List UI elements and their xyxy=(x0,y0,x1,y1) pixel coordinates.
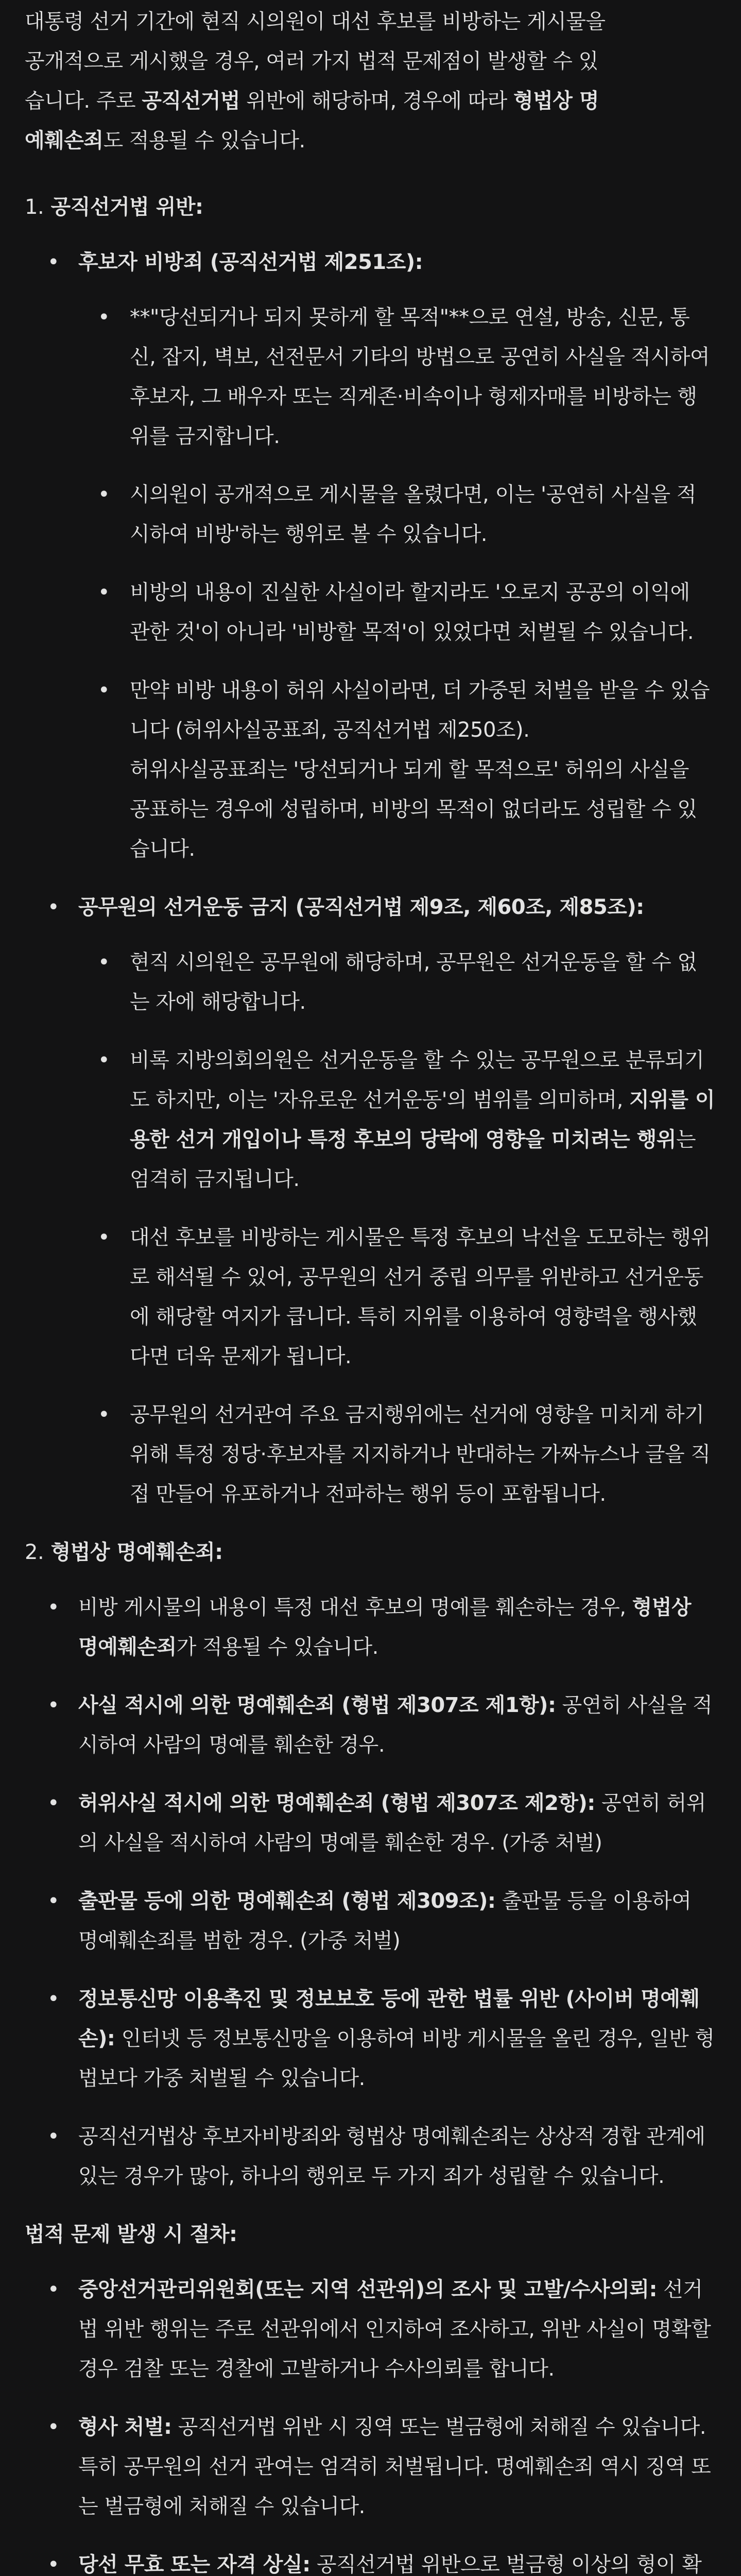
bullet-icon: • xyxy=(98,581,110,604)
sub-list xyxy=(78,943,715,1514)
list-item: • 공직선거법상 후보자비방죄와 형법상 명예훼손죄는 상상적 경합 관계에 있는 경우가 많아, 하나의 행위로 두 가지 죄가 성립할 수 있습니다. xyxy=(25,2117,715,2196)
bullet-icon: • xyxy=(98,483,110,506)
sub-list xyxy=(78,298,715,869)
list-item-official-campaign-ban xyxy=(25,888,715,1514)
bullet-icon: • xyxy=(47,2125,60,2148)
list-item: • 사실 적시에 의한 명예훼손죄 (형법 제307조 제1항): 공연히 사실을 적시하여 사람의 명예를 훼손한 경우. xyxy=(25,1686,715,1765)
sub-list-item: • 비방의 내용이 진실한 사실이라 할지라도 '오로지 공공의 이익에 관한 것'이 아니라 '비방할 목적'이 있었다면 처벌될 수 있습니다. xyxy=(78,573,715,652)
sub-list-item: • 시의원이 공개적으로 게시물을 올렸다면, 이는 '공연히 사실을 적시하여 비방'하는 행위로 볼 수 있습니다. xyxy=(78,475,715,554)
bullet-icon: • xyxy=(47,895,60,919)
bullet-icon: • xyxy=(47,1791,60,1815)
sub-list-item: • 만약 비방 내용이 허위 사실이라면, 더 가중된 처벌을 받을 수 있습니다 (허위사실공표죄, 공직선거법 제250조). 허위사실공표죄는 '당선되거나 되게 할 목적으로' 허위의 사실을 공표하는 경우에 성립하며, 비방의 목적이 없더라도 성립할 수 있습니다. xyxy=(78,671,715,869)
intro-paragraph: 대통령 선거 기간에 현직 시의원이 대선 후보를 비방하는 게시물을 공개적으로 게시했을 경우, 여러 가지 법적 문제점이 발생할 수 있습니다. 주로 공직선거법 위반에 해당하며, 경우에 따라 형법상 명예훼손죄도 적용될 수 있습니다. xyxy=(25,10,606,152)
bullet-icon: • xyxy=(47,2553,60,2576)
intro-bold-defamation: 형법상 명예훼손죄 xyxy=(25,89,599,152)
sub-list-item: • 현직 시의원은 공무원에 해당하며, 공무원은 선거운동을 할 수 없는 자에 해당합니다. xyxy=(78,943,715,1022)
list-item: • 중앙선거관리위원회(또는 지역 선관위)의 조사 및 고발/수사의뢰: 선거법 위반 행위는 주로 선관위에서 인지하여 조사하고, 위반 사실이 명확할 경우 검찰 또는 경찰에 고발하거나 수사의뢰를 합니다. xyxy=(25,2270,715,2389)
sub-list-item: • **"당선되거나 되지 못하게 할 목적"**으로 연설, 방송, 신문, 통신, 잡지, 벽보, 선전문서 기타의 방법으로 공연히 사실을 적시하여 후보자, 그 배우자 또는 직계존·비속이나 형제자매를 비방하는 행위를 금지합니다. xyxy=(78,298,715,456)
list-item-candidate-defamation xyxy=(25,243,715,869)
list-item: • 출판물 등에 의한 명예훼손죄 (형법 제309조): 출판물 등을 이용하여 명예훼손죄를 범한 경우. (가중 처벌) xyxy=(25,1882,715,1961)
bullet-icon: • xyxy=(98,306,110,329)
bullet-icon: • xyxy=(47,2278,60,2301)
section-1-list xyxy=(25,243,715,1514)
bullet-icon: • xyxy=(47,1693,60,1717)
item-title: 후보자 비방죄 (공직선거법 제251조): xyxy=(78,250,423,274)
list-item: • 당선 무효 또는 자격 상실: 공직선거법 위반으로 벌금형 이상의 형이 확 xyxy=(25,2545,715,2576)
list-item: • 형사 처벌: 공직선거법 위반 시 징역 또는 벌금형에 처해질 수 있습니다. 특히 공무원의 선거 관여는 엄격히 처벌됩니다. 명예훼손죄 역시 징역 또는 벌금형에 처해질 수 있습니다. xyxy=(25,2408,715,2527)
intro-bold-election-law: 공직선거법 xyxy=(142,89,240,113)
bullet-icon: • xyxy=(47,2415,60,2439)
list-item: • 허위사실 적시에 의한 명예훼손죄 (형법 제307조 제2항): 공연히 허위의 사실을 적시하여 사람의 명예를 훼손한 경우. (가중 처벌) xyxy=(25,1784,715,1863)
response-document xyxy=(25,2,715,2576)
list-item: • 비방 게시물의 내용이 특정 대선 후보의 명예를 훼손하는 경우, 형법상 명예훼손죄가 적용될 수 있습니다. xyxy=(25,1588,715,1667)
bullet-icon: • xyxy=(47,250,60,274)
bullet-icon: • xyxy=(98,1226,110,1249)
section-3-list xyxy=(25,2270,715,2576)
section-2-list xyxy=(25,1588,715,2196)
sub-list-item: • 비록 지방의회의원은 선거운동을 할 수 있는 공무원으로 분류되기도 하지만, 이는 '자유로운 선거운동'의 범위를 의미하며, 지위를 이용한 선거 개입이나 특정 후보의 당락에 영향을 미치려는 행위는 엄격히 금지됩니다. xyxy=(78,1041,715,1199)
sub-list-item: • 공무원의 선거관여 주요 금지행위에는 선거에 영향을 미치게 하기 위해 특정 정당·후보자를 지지하거나 반대하는 가짜뉴스나 글을 직접 만들어 유포하거나 전파하는 행위 등이 포함됩니다. xyxy=(78,1395,715,1514)
section-1-heading: 1. 공직선거법 위반: xyxy=(25,195,203,219)
bullet-icon: • xyxy=(47,1596,60,1619)
list-item: • 정보통신망 이용촉진 및 정보보호 등에 관한 법률 위반 (사이버 명예훼손): 인터넷 등 정보통신망을 이용하여 비방 게시물을 올린 경우, 일반 형법보다 가중 처벌될 수 있습니다. xyxy=(25,1979,715,2098)
bullet-icon: • xyxy=(98,1048,110,1072)
section-3-heading: 법적 문제 발생 시 절차: xyxy=(25,2223,237,2246)
bullet-icon: • xyxy=(47,1889,60,1913)
section-defamation xyxy=(25,1533,715,2196)
section-election-law xyxy=(25,188,715,1514)
section-2-heading: 2. 형법상 명예훼손죄: xyxy=(25,1540,223,1564)
bullet-icon: • xyxy=(98,951,110,974)
bullet-icon: • xyxy=(47,1987,60,2011)
section-procedure xyxy=(25,2215,715,2576)
bullet-icon: • xyxy=(98,1403,110,1427)
sub-list-item: • 대선 후보를 비방하는 게시물은 특정 후보의 낙선을 도모하는 행위로 해석될 수 있어, 공무원의 선거 중립 의무를 위반하고 선거운동에 해당할 여지가 큽니다. 특히 지위를 이용하여 영향력을 행사했다면 더욱 문제가 됩니다. xyxy=(78,1218,715,1377)
item-title: 공무원의 선거운동 금지 (공직선거법 제9조, 제60조, 제85조): xyxy=(78,895,644,919)
bullet-icon: • xyxy=(98,679,110,702)
